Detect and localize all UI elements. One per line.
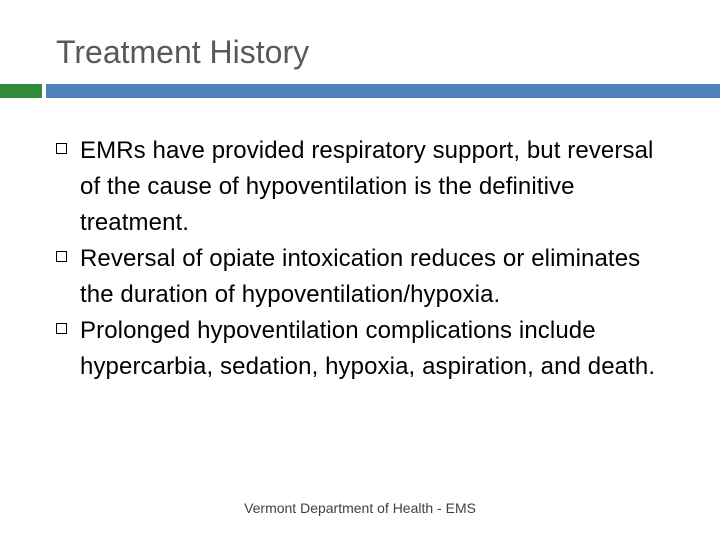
bullet-list <box>56 133 676 385</box>
bullet-item <box>56 133 676 241</box>
bullet-item <box>56 313 676 385</box>
bullet-item <box>56 241 676 313</box>
title-accent-bar-green <box>0 84 42 98</box>
slide-title: Treatment History <box>56 34 310 70</box>
bullet-text: EMRs have provided respiratory support, but reversal of the cause of hypoventilation is the definitive treatment. <box>80 137 654 236</box>
square-outline-icon <box>56 143 67 154</box>
title-accent-bar-blue <box>46 84 720 98</box>
square-outline-icon <box>56 323 67 334</box>
bullet-text: Reversal of opiate intoxication reduces or eliminates the duration of hypoventilation/hypoxia. <box>80 245 641 308</box>
bullet-text: Prolonged hypoventilation complications include hypercarbia, sedation, hypoxia, aspiration, and death. <box>80 317 656 380</box>
slide-footer: Vermont Department of Health - EMS <box>244 500 476 516</box>
square-outline-icon <box>56 251 67 262</box>
